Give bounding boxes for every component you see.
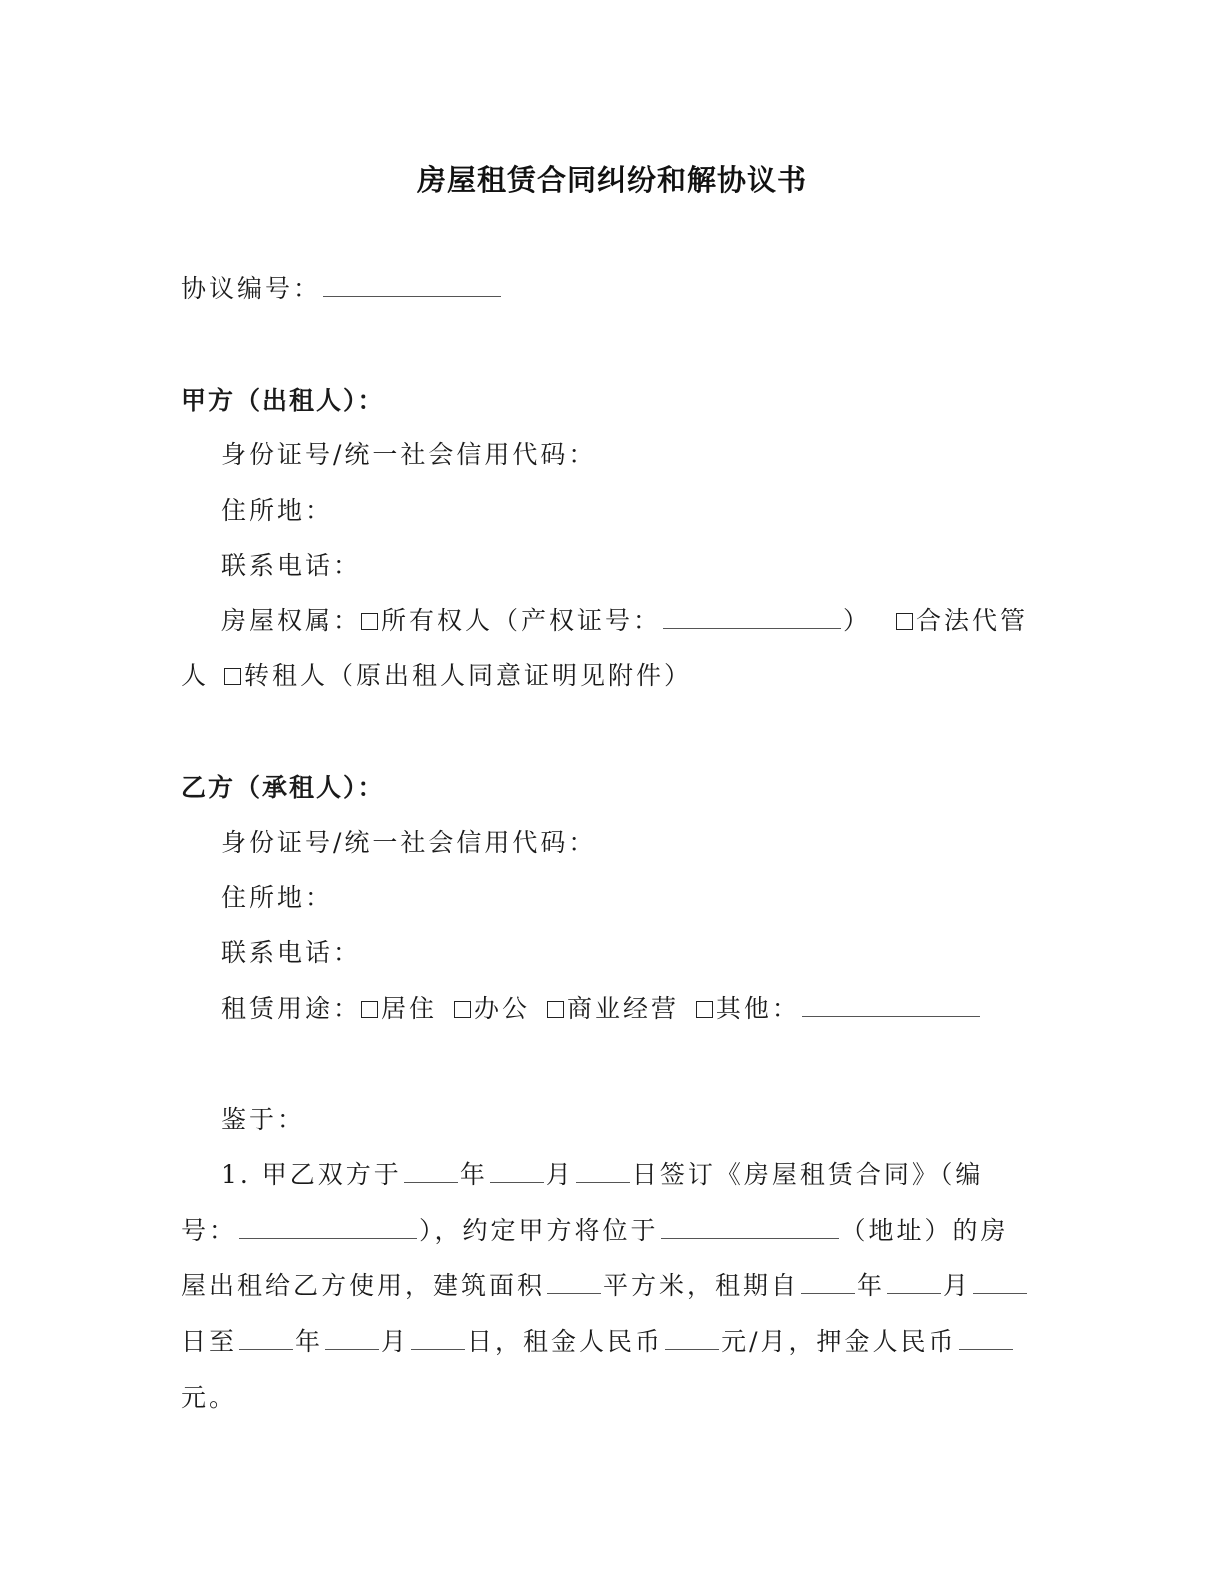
text: 月 xyxy=(545,1160,574,1189)
commercial-option-label: 商业经营 xyxy=(566,994,679,1023)
property-cert-blank[interactable] xyxy=(663,606,841,629)
text: 年 xyxy=(459,1160,488,1189)
text: 1. 甲乙双方于 xyxy=(221,1160,402,1189)
sign-day-blank[interactable] xyxy=(576,1160,630,1183)
whereas-item-1-line-5: 元。 xyxy=(181,1383,238,1412)
contract-no-blank[interactable] xyxy=(239,1216,417,1239)
other-usage-blank[interactable] xyxy=(802,994,980,1017)
whereas-label: 鉴于： xyxy=(221,1105,306,1134)
address-blank[interactable] xyxy=(661,1216,839,1239)
checkbox-owner[interactable] xyxy=(361,613,378,630)
party-b-heading: 乙方（承租人）： xyxy=(181,773,385,802)
agreement-number-row xyxy=(181,274,503,304)
text: 平方米，租期自 xyxy=(603,1271,800,1300)
party-a-ownership-row-2 xyxy=(181,661,692,691)
party-b-id-label: 身份证号/统一社会信用代码： xyxy=(221,828,597,857)
checkbox-sublessor[interactable] xyxy=(224,668,241,685)
end-day-blank[interactable] xyxy=(411,1327,465,1350)
text: 号： xyxy=(181,1216,238,1245)
usage-label: 租赁用途： xyxy=(221,994,362,1023)
document-title: 房屋租赁合同纠纷和解协议书 xyxy=(416,163,807,197)
sign-year-blank[interactable] xyxy=(404,1160,458,1183)
text: 屋出租给乙方使用，建筑面积 xyxy=(181,1271,546,1300)
party-a-id-label: 身份证号/统一社会信用代码： xyxy=(221,440,597,469)
checkbox-agent[interactable] xyxy=(896,613,913,630)
deposit-blank[interactable] xyxy=(959,1327,1013,1350)
agent-option-label: 合法代管 xyxy=(916,606,1029,635)
ownership-label: 房屋权属： xyxy=(221,606,362,635)
party-a-phone-label: 联系电话： xyxy=(221,551,362,580)
party-b-address-label: 住所地： xyxy=(221,883,334,912)
area-blank[interactable] xyxy=(547,1271,601,1294)
sign-month-blank[interactable] xyxy=(490,1160,544,1183)
checkbox-commercial[interactable] xyxy=(547,1001,564,1018)
text: 日签订《房屋租赁合同》（编 xyxy=(631,1160,984,1189)
party-b-usage-row xyxy=(221,994,982,1024)
whereas-item-1-line-1 xyxy=(221,1160,983,1190)
end-month-blank[interactable] xyxy=(325,1327,379,1350)
party-a-ownership-row xyxy=(221,606,1028,636)
residence-option-label: 居住 xyxy=(381,994,438,1023)
rent-blank[interactable] xyxy=(665,1327,719,1350)
party-a-heading: 甲方（出租人）： xyxy=(181,386,385,415)
checkbox-residence[interactable] xyxy=(361,1001,378,1018)
text: 年 xyxy=(857,1271,886,1300)
text: （地址）的房 xyxy=(840,1216,1009,1245)
whereas-item-1-line-4 xyxy=(181,1327,1015,1357)
owner-option-close: ） xyxy=(843,606,872,635)
text: 月 xyxy=(943,1271,972,1300)
text: 月 xyxy=(381,1327,410,1356)
office-option-label: 办公 xyxy=(473,994,530,1023)
checkbox-office[interactable] xyxy=(454,1001,471,1018)
text: 日，租金人民币 xyxy=(467,1327,664,1356)
whereas-item-1-line-3 xyxy=(181,1271,1029,1301)
end-year-blank[interactable] xyxy=(239,1327,293,1350)
agent-option-label-cont: 人 xyxy=(181,661,210,690)
start-month-blank[interactable] xyxy=(887,1271,941,1294)
sublessor-option-label: 转租人（原出租人同意证明见附件） xyxy=(243,661,692,690)
other-option-label: 其他： xyxy=(715,994,800,1023)
text: ），约定甲方将位于 xyxy=(419,1216,659,1245)
owner-option-label: 所有权人（产权证号： xyxy=(381,606,662,635)
party-a-address-label: 住所地： xyxy=(221,496,334,525)
text: 日至 xyxy=(181,1327,238,1356)
whereas-item-1-line-2 xyxy=(181,1216,1009,1246)
text: 元/月，押金人民币 xyxy=(721,1327,957,1356)
agreement-number-label: 协议编号： xyxy=(181,274,322,303)
party-b-phone-label: 联系电话： xyxy=(221,938,362,967)
agreement-number-blank[interactable] xyxy=(323,274,501,297)
checkbox-other[interactable] xyxy=(696,1001,713,1018)
start-day-blank[interactable] xyxy=(973,1271,1027,1294)
start-year-blank[interactable] xyxy=(801,1271,855,1294)
text: 年 xyxy=(295,1327,324,1356)
